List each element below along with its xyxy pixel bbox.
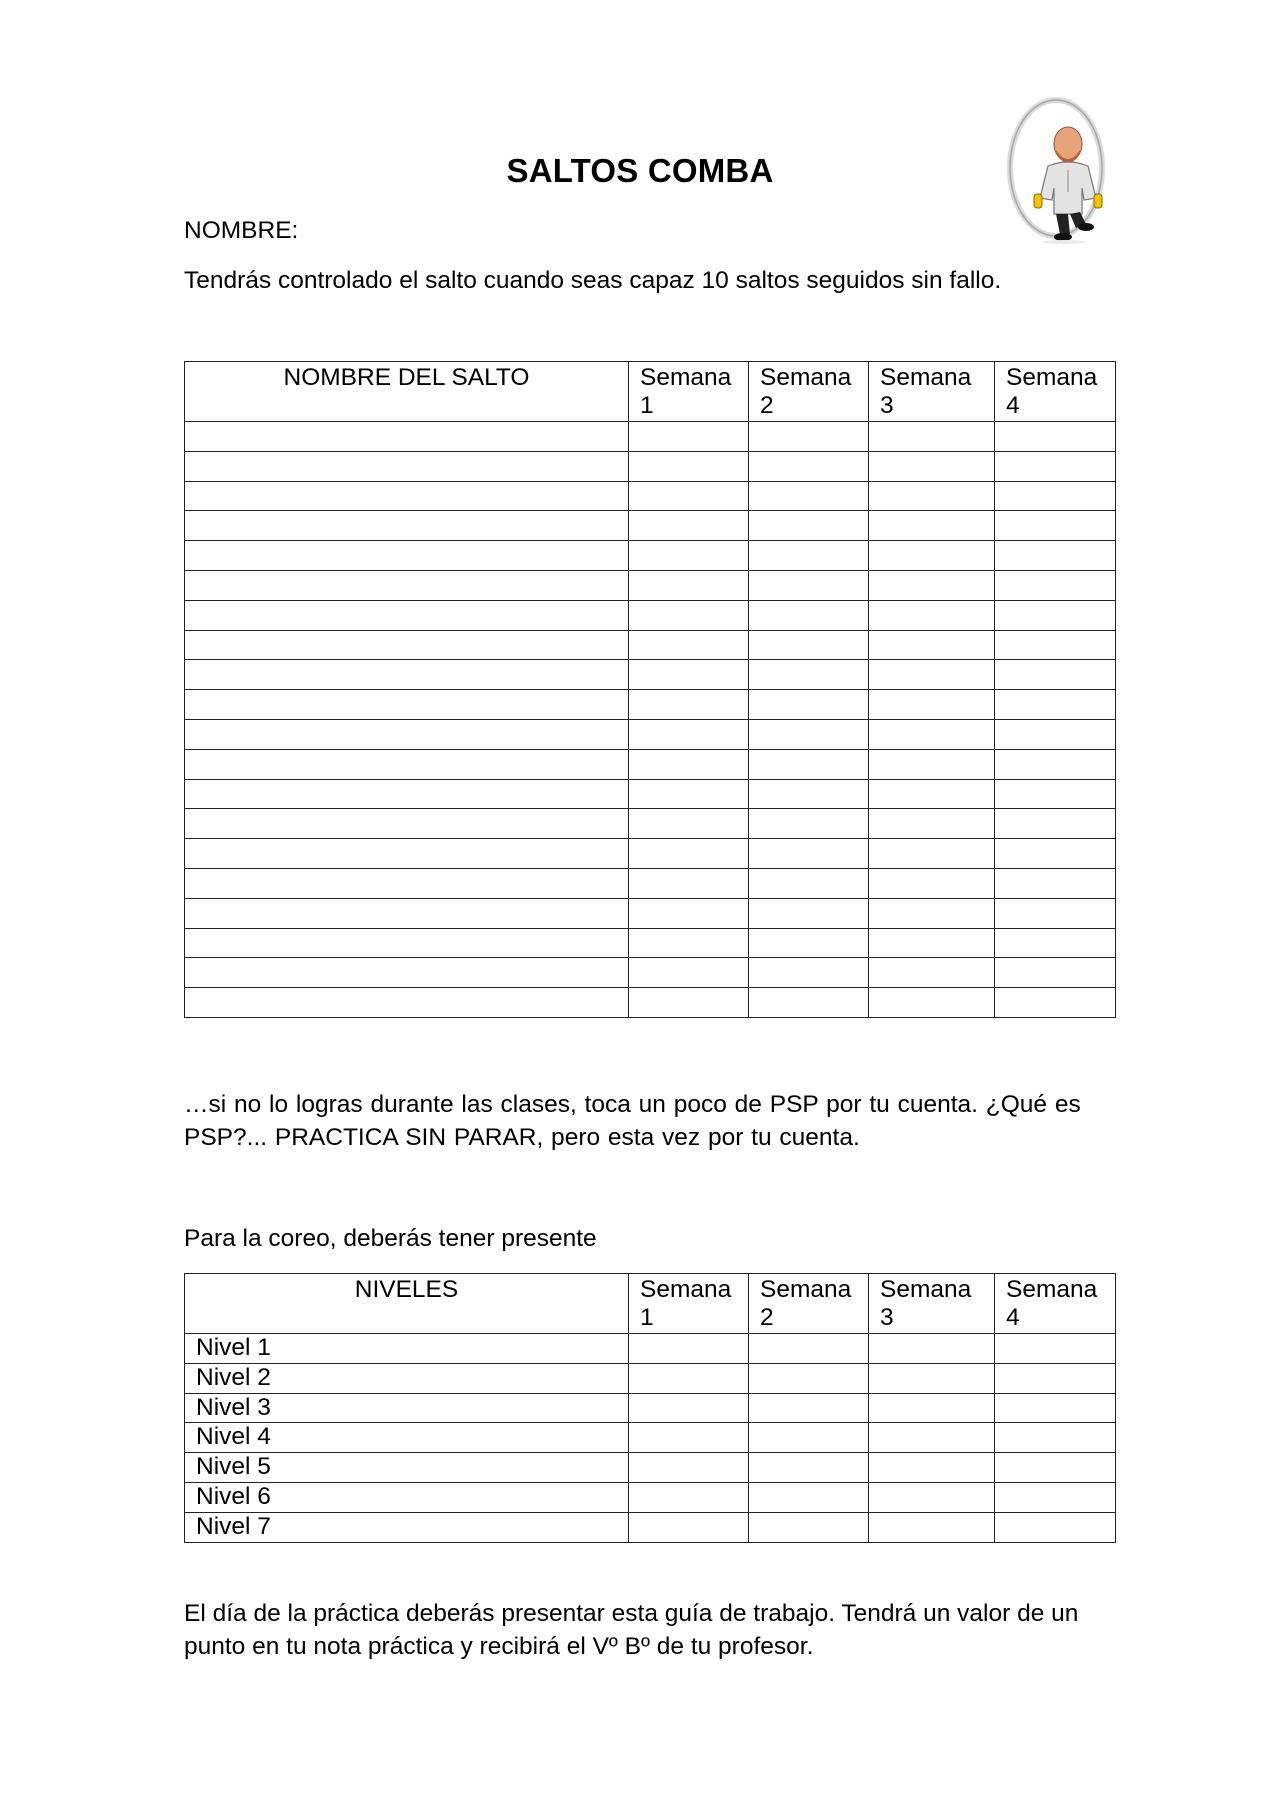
table-row (185, 451, 1116, 481)
row-label-cell[interactable] (185, 511, 629, 541)
row-label-cell[interactable] (185, 600, 629, 630)
header-week-4: Semana 4 (995, 362, 1116, 422)
week-1-cell[interactable] (629, 749, 749, 779)
row-label-cell[interactable]: Nivel 6 (185, 1482, 629, 1512)
row-label-cell[interactable] (185, 481, 629, 511)
week-3-cell[interactable] (869, 839, 995, 869)
row-label-cell[interactable] (185, 690, 629, 720)
table-row (185, 630, 1116, 660)
week-2-cell[interactable] (749, 511, 869, 541)
table-row (185, 1363, 1116, 1393)
week-4-cell[interactable] (995, 839, 1116, 869)
week-1-cell[interactable] (629, 660, 749, 690)
week-3-cell[interactable] (869, 719, 995, 749)
table-row (185, 1482, 1116, 1512)
week-2-cell[interactable] (749, 779, 869, 809)
week-1-cell[interactable] (629, 422, 749, 452)
table-row (185, 570, 1116, 600)
week-2-cell[interactable] (749, 570, 869, 600)
table-row (185, 1393, 1116, 1423)
table-row (185, 988, 1116, 1018)
table-row (185, 958, 1116, 988)
week-2-cell[interactable] (749, 868, 869, 898)
week-3-cell[interactable] (869, 1453, 995, 1483)
week-1-cell[interactable] (629, 988, 749, 1018)
week-1-cell[interactable] (629, 839, 749, 869)
week-4-cell[interactable] (995, 719, 1116, 749)
week-2-cell[interactable] (749, 690, 869, 720)
week-4-cell[interactable] (995, 779, 1116, 809)
week-1-cell[interactable] (629, 511, 749, 541)
row-label-cell[interactable]: Nivel 4 (185, 1423, 629, 1453)
week-4-cell[interactable] (995, 422, 1116, 452)
week-4-cell[interactable] (995, 690, 1116, 720)
week-3-cell[interactable] (869, 988, 995, 1018)
week-3-cell[interactable] (869, 958, 995, 988)
week-2-cell[interactable] (749, 630, 869, 660)
row-label-cell[interactable] (185, 958, 629, 988)
week-3-cell[interactable] (869, 749, 995, 779)
table-row (185, 1423, 1116, 1453)
week-3-cell[interactable] (869, 1482, 995, 1512)
psp-text: …si no lo logras durante las clases, toca un poco de PSP por tu cuenta. ¿Qué es PSP?... PRACTICA SIN PARAR, pero esta vez por tu cuenta. (184, 1091, 1081, 1151)
week-3-cell[interactable] (869, 1363, 995, 1393)
week-2-cell[interactable] (749, 719, 869, 749)
week-2-cell[interactable] (749, 1393, 869, 1423)
week-3-cell[interactable] (869, 481, 995, 511)
row-label-cell[interactable]: Nivel 3 (185, 1393, 629, 1423)
row-label-cell[interactable] (185, 451, 629, 481)
week-1-cell[interactable] (629, 600, 749, 630)
week-3-cell[interactable] (869, 1334, 995, 1364)
week-2-cell[interactable] (749, 928, 869, 958)
week-3-cell[interactable] (869, 898, 995, 928)
table-row (185, 1512, 1116, 1542)
week-3-cell[interactable] (869, 541, 995, 571)
table-row (185, 541, 1116, 571)
week-1-cell[interactable] (629, 1423, 749, 1453)
header-jump-name: NOMBRE DEL SALTO (185, 362, 629, 422)
week-4-cell[interactable] (995, 809, 1116, 839)
table-header-row (185, 362, 1116, 422)
table-row (185, 839, 1116, 869)
week-4-cell[interactable] (995, 1512, 1116, 1542)
week-1-cell[interactable] (629, 958, 749, 988)
row-label-cell[interactable] (185, 719, 629, 749)
week-1-cell[interactable] (629, 868, 749, 898)
week-3-cell[interactable] (869, 600, 995, 630)
row-label-cell[interactable] (185, 988, 629, 1018)
row-label-cell[interactable]: Nivel 5 (185, 1453, 629, 1483)
week-3-cell[interactable] (869, 660, 995, 690)
week-2-cell[interactable] (749, 988, 869, 1018)
week-1-cell[interactable] (629, 779, 749, 809)
week-4-cell[interactable] (995, 1482, 1116, 1512)
table-row (185, 928, 1116, 958)
week-3-cell[interactable] (869, 422, 995, 452)
week-1-cell[interactable] (629, 690, 749, 720)
page-title: SALTOS COMBA (506, 152, 774, 189)
table-row (185, 511, 1116, 541)
week-4-cell[interactable] (995, 541, 1116, 571)
week-2-cell[interactable] (749, 809, 869, 839)
week-3-cell[interactable] (869, 630, 995, 660)
week-4-cell[interactable] (995, 749, 1116, 779)
table-row (185, 1334, 1116, 1364)
row-label-cell[interactable] (185, 779, 629, 809)
week-4-cell[interactable] (995, 570, 1116, 600)
week-3-cell[interactable] (869, 809, 995, 839)
header-week-4: Semana 4 (995, 1274, 1116, 1334)
week-4-cell[interactable] (995, 451, 1116, 481)
week-4-cell[interactable] (995, 958, 1116, 988)
week-4-cell[interactable] (995, 1334, 1116, 1364)
week-3-cell[interactable] (869, 570, 995, 600)
week-1-cell[interactable] (629, 541, 749, 571)
header-week-1: Semana 1 (629, 362, 749, 422)
intro-text: Tendrás controlado el salto cuando seas capaz 10 saltos seguidos sin fallo. (184, 267, 1002, 294)
week-3-cell[interactable] (869, 511, 995, 541)
week-4-cell[interactable] (995, 1363, 1116, 1393)
row-label-cell[interactable] (185, 749, 629, 779)
table-row (185, 749, 1116, 779)
week-2-cell[interactable] (749, 958, 869, 988)
row-label-cell[interactable] (185, 570, 629, 600)
week-1-cell[interactable] (629, 481, 749, 511)
week-2-cell[interactable] (749, 839, 869, 869)
week-4-cell[interactable] (995, 928, 1116, 958)
week-1-cell[interactable] (629, 1363, 749, 1393)
week-4-cell[interactable] (995, 868, 1116, 898)
week-4-cell[interactable] (995, 660, 1116, 690)
week-1-cell[interactable] (629, 1334, 749, 1364)
table-row (185, 481, 1116, 511)
row-label-cell[interactable] (185, 898, 629, 928)
header-week-3: Semana 3 (869, 362, 995, 422)
week-2-cell[interactable] (749, 451, 869, 481)
week-4-cell[interactable] (995, 1453, 1116, 1483)
week-2-cell[interactable] (749, 1453, 869, 1483)
closing-text: El día de la práctica deberás presentar esta guía de trabajo. Tendrá un valor de un punto en tu nota práctica y recibirá el Vº Bº de tu profesor. (184, 1600, 1079, 1660)
week-1-cell[interactable] (629, 928, 749, 958)
week-1-cell[interactable] (629, 719, 749, 749)
row-label-cell[interactable] (185, 660, 629, 690)
week-2-cell[interactable] (749, 600, 869, 630)
week-2-cell[interactable] (749, 422, 869, 452)
week-3-cell[interactable] (869, 1423, 995, 1453)
row-label-cell[interactable] (185, 928, 629, 958)
table-row (185, 1453, 1116, 1483)
table-row (185, 660, 1116, 690)
table-header-row (185, 1274, 1116, 1334)
week-3-cell[interactable] (869, 1393, 995, 1423)
week-4-cell[interactable] (995, 600, 1116, 630)
row-label-cell[interactable] (185, 422, 629, 452)
jumps-table (184, 361, 1116, 1018)
week-3-cell[interactable] (869, 868, 995, 898)
week-1-cell[interactable] (629, 1512, 749, 1542)
week-1-cell[interactable] (629, 898, 749, 928)
table-row (185, 898, 1116, 928)
table-row (185, 422, 1116, 452)
week-4-cell[interactable] (995, 1393, 1116, 1423)
table-row (185, 868, 1116, 898)
week-1-cell[interactable] (629, 809, 749, 839)
week-3-cell[interactable] (869, 928, 995, 958)
week-4-cell[interactable] (995, 1423, 1116, 1453)
week-1-cell[interactable] (629, 1453, 749, 1483)
coreo-text: Para la coreo, deberás tener presente (184, 1225, 597, 1252)
header-week-1: Semana 1 (629, 1274, 749, 1334)
row-label-cell[interactable] (185, 868, 629, 898)
week-2-cell[interactable] (749, 898, 869, 928)
row-label-cell[interactable] (185, 541, 629, 571)
header-week-3: Semana 3 (869, 1274, 995, 1334)
week-2-cell[interactable] (749, 481, 869, 511)
week-4-cell[interactable] (995, 630, 1116, 660)
row-label-cell[interactable] (185, 630, 629, 660)
week-1-cell[interactable] (629, 630, 749, 660)
week-3-cell[interactable] (869, 690, 995, 720)
week-4-cell[interactable] (995, 988, 1116, 1018)
week-4-cell[interactable] (995, 481, 1116, 511)
header-levels: NIVELES (185, 1274, 629, 1334)
row-label-cell[interactable]: Nivel 1 (185, 1334, 629, 1364)
week-2-cell[interactable] (749, 1334, 869, 1364)
header-week-2: Semana 2 (749, 1274, 869, 1334)
row-label-cell[interactable] (185, 809, 629, 839)
row-label-cell[interactable]: Nivel 2 (185, 1363, 629, 1393)
levels-table (184, 1273, 1116, 1543)
week-2-cell[interactable] (749, 1482, 869, 1512)
week-2-cell[interactable] (749, 1363, 869, 1393)
week-1-cell[interactable] (629, 570, 749, 600)
week-3-cell[interactable] (869, 779, 995, 809)
week-3-cell[interactable] (869, 451, 995, 481)
row-label-cell[interactable] (185, 839, 629, 869)
header-week-2: Semana 2 (749, 362, 869, 422)
week-1-cell[interactable] (629, 451, 749, 481)
table-row (185, 779, 1116, 809)
table-row (185, 600, 1116, 630)
name-label: NOMBRE: (184, 217, 299, 244)
week-1-cell[interactable] (629, 1393, 749, 1423)
week-2-cell[interactable] (749, 749, 869, 779)
week-2-cell[interactable] (749, 541, 869, 571)
week-2-cell[interactable] (749, 660, 869, 690)
week-4-cell[interactable] (995, 511, 1116, 541)
week-2-cell[interactable] (749, 1512, 869, 1542)
week-1-cell[interactable] (629, 1482, 749, 1512)
week-4-cell[interactable] (995, 898, 1116, 928)
table-row (185, 809, 1116, 839)
row-label-cell[interactable]: Nivel 7 (185, 1512, 629, 1542)
week-3-cell[interactable] (869, 1512, 995, 1542)
table-row (185, 690, 1116, 720)
table-row (185, 719, 1116, 749)
week-2-cell[interactable] (749, 1423, 869, 1453)
